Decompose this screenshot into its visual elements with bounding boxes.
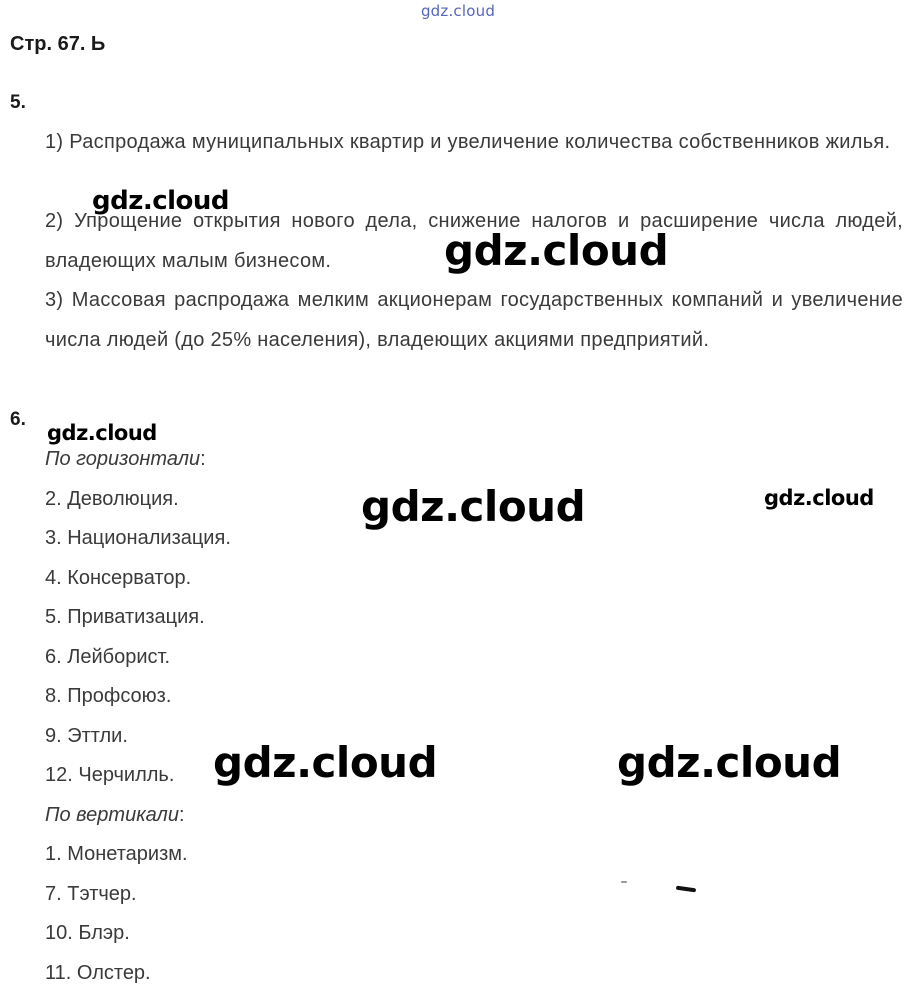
vertical-heading: По вертикали:: [45, 803, 185, 826]
task-6-number: 6.: [10, 409, 26, 430]
watermark: gdz.cloud: [47, 421, 157, 445]
list-item: 12. Черчилль.: [45, 764, 175, 786]
list-item: 2. Деволюция.: [45, 487, 179, 510]
pen-mark: [676, 886, 696, 893]
list-item: 1. Монетаризм.: [45, 843, 188, 865]
list-item: 8. Профсоюз.: [45, 685, 172, 707]
horizontal-heading: По горизонтали:: [45, 448, 206, 470]
list-item: 11. Олстер.: [45, 961, 151, 984]
watermark: gdz.cloud: [617, 738, 842, 787]
watermark: gdz.cloud: [444, 226, 669, 275]
watermark: gdz.cloud: [213, 738, 438, 787]
list-item: 3. Национализация.: [45, 527, 231, 549]
pen-mark: [621, 881, 627, 883]
vertical-heading-text: По вертикали: [45, 803, 179, 826]
list-item: 6. Лейборист.: [45, 645, 171, 668]
task-5-item-2: 2) Упрощение открытия нового дела, снижение налогов и расширение числа людей, владеющих малым бизнесом.: [45, 210, 903, 272]
top-watermark: gdz.cloud: [420, 2, 496, 20]
crossword-answers: [45, 440, 231, 993]
list-item: 10. Блэр.: [45, 922, 130, 944]
task-5-item-1: 1) Распродажа муниципальных квартир и увеличение количества собственников жилья.: [45, 131, 891, 153]
watermark: gdz.cloud: [764, 486, 874, 510]
list-item: 7. Тэтчер.: [45, 882, 137, 905]
horizontal-heading-text: По горизонтали: [45, 448, 201, 470]
page-title: Стр. 67. Ь: [10, 33, 106, 55]
task-5-number: 5.: [10, 92, 26, 113]
list-item: 4. Консерватор.: [45, 566, 192, 589]
list-item: 5. Приватизация.: [45, 606, 205, 628]
list-item: 9. Эттли.: [45, 724, 128, 747]
task-5-item-3: 3) Массовая распродажа мелким акционерам государственных компаний и увеличение числа людей (до 25% населения), владеющих акциями предприятий.: [45, 289, 903, 351]
watermark: gdz.cloud: [361, 482, 586, 531]
watermark: gdz.cloud: [92, 186, 230, 216]
